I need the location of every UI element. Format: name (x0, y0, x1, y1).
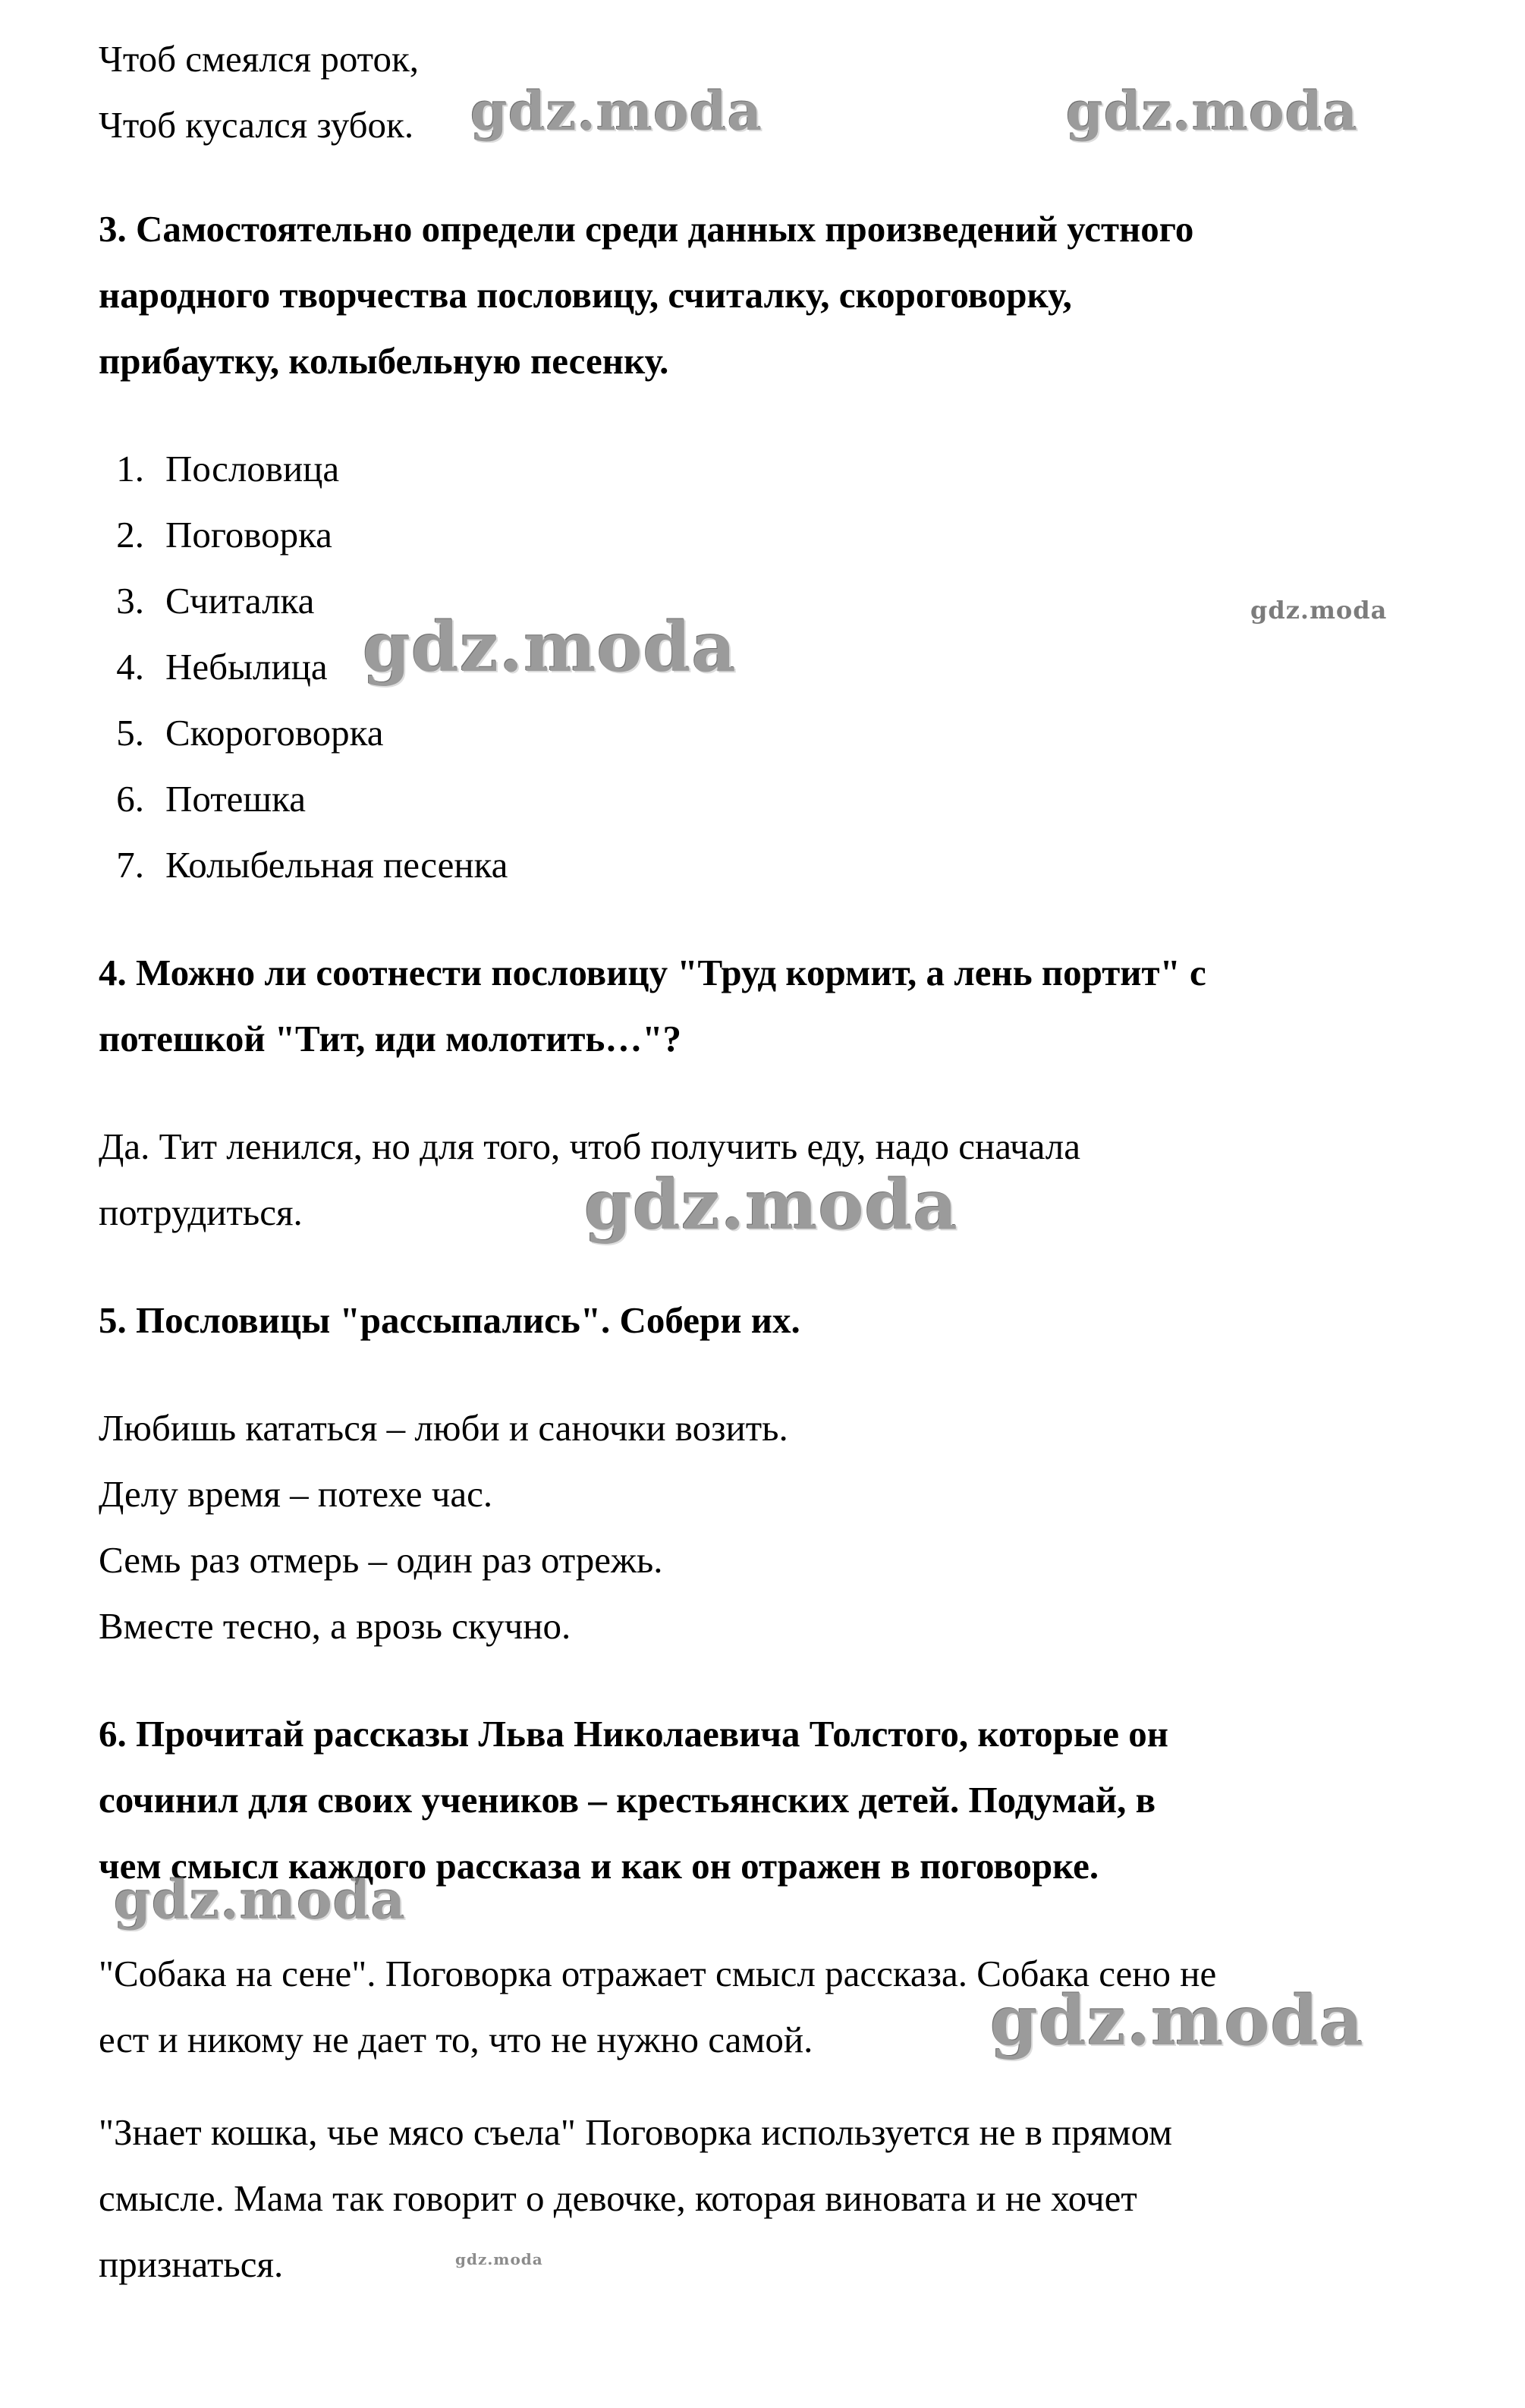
list-item (99, 644, 328, 690)
proverb-line: Семь раз отмерь – один раз отрежь. (99, 1539, 663, 1581)
list-number: 5. (116, 712, 144, 754)
watermark: gdz.moda (990, 1981, 1364, 2061)
question-4-heading: потешкой "Тит, иди молотить…"? (99, 1018, 682, 1059)
question-6-heading: 6. Прочитай рассказы Льва Николаевича Толстого, которые он (99, 1713, 1168, 1755)
proverb-line: Любишь кататься – люби и саночки возить. (99, 1407, 788, 1449)
list-item (99, 710, 384, 756)
list-number: 3. (116, 580, 144, 622)
question-6-answer: смысле. Мама так говорит о девочке, которая виновата и не хочет (99, 2177, 1137, 2219)
list-text: Считалка (165, 580, 315, 622)
question-4-answer: потрудиться. (99, 1191, 303, 1233)
list-text: Колыбельная песенка (165, 844, 508, 886)
list-text: Скороговорка (165, 712, 384, 754)
list-number: 4. (116, 646, 144, 688)
question-6-heading: сочинил для своих учеников – крестьянских детей. Подумай, в (99, 1779, 1156, 1821)
list-text: Потешка (165, 778, 306, 820)
watermark: gdz.moda (1250, 596, 1388, 625)
proverb-line: Делу время – потехе час. (99, 1473, 493, 1515)
question-6-answer: ест и никому не дает то, что не нужно самой. (99, 2019, 813, 2060)
question-6-answer: "Собака на сене". Поговорка отражает смысл рассказа. Собака сено не (99, 1953, 1217, 1994)
question-3-heading: прибаутку, колыбельную песенку. (99, 340, 669, 382)
question-3-heading: 3. Самостоятельно определи среди данных произведений устного (99, 208, 1194, 250)
question-4-heading: 4. Можно ли соотнести пословицу "Труд кормит, а лень портит" с (99, 952, 1206, 993)
watermark: gdz.moda (1066, 80, 1359, 143)
watermark: gdz.moda (584, 1165, 958, 1245)
list-text: Небылица (165, 646, 328, 688)
watermark: gdz.moda (455, 2250, 543, 2268)
list-text: Поговорка (165, 514, 332, 556)
list-number: 2. (116, 514, 144, 556)
list-item (99, 446, 339, 492)
list-item (99, 776, 306, 822)
list-item (99, 578, 314, 624)
proverb-line: Вместе тесно, а врозь скучно. (99, 1605, 571, 1647)
poem-line: Чтоб кусался зубок. (99, 104, 414, 146)
list-text: Пословица (165, 448, 340, 489)
question-4-answer: Да. Тит ленился, но для того, чтоб получить еду, надо сначала (99, 1125, 1081, 1167)
watermark: gdz.moda (114, 1868, 407, 1931)
list-item (99, 842, 508, 888)
list-number: 1. (116, 448, 144, 489)
question-3-heading: народного творчества пословицу, считалку, скороговорку, (99, 274, 1072, 316)
question-6-answer: признаться. (99, 2243, 284, 2285)
poem-line: Чтоб смеялся роток, (99, 38, 420, 80)
watermark: gdz.moda (470, 80, 763, 143)
list-item (99, 512, 332, 558)
question-6-heading: чем смысл каждого рассказа и как он отражен в поговорке. (99, 1845, 1099, 1887)
question-6-answer: "Знает кошка, чье мясо съела" Поговорка используется не в прямом (99, 2111, 1173, 2153)
list-number: 6. (116, 778, 144, 820)
list-number: 7. (116, 844, 144, 886)
watermark: gdz.moda (363, 607, 737, 688)
question-5-heading: 5. Пословицы "рассыпались". Собери их. (99, 1299, 800, 1341)
